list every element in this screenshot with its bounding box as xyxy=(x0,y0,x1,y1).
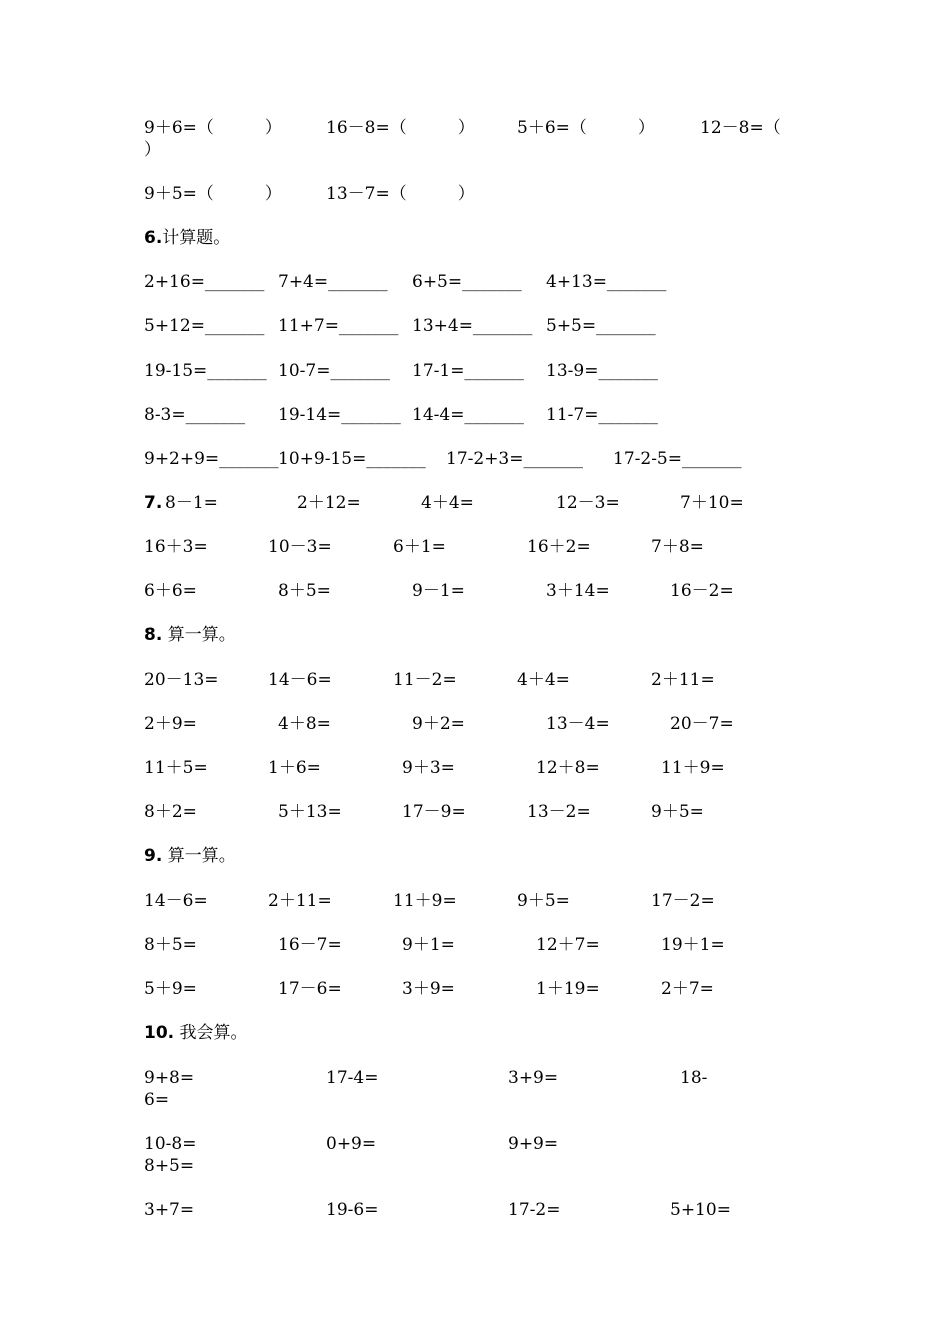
problem: 8＋5= xyxy=(278,581,331,601)
problem: 11＋9= xyxy=(661,758,725,778)
problem: 19-15=_______ xyxy=(144,361,267,381)
problem: 9＋3= xyxy=(402,758,455,778)
problem: 9＋5=（ ） xyxy=(144,184,282,204)
problem: 0+9= xyxy=(326,1134,377,1154)
problem: 10-7=_______ xyxy=(278,361,390,381)
problem: 16＋2= xyxy=(527,537,591,557)
problem: 16－7= xyxy=(278,935,342,955)
problem: 6＋1= xyxy=(393,537,446,557)
problem: 19-14=_______ xyxy=(278,405,401,425)
problem: 4＋4= xyxy=(517,670,570,690)
section-heading-8 xyxy=(144,624,236,646)
problem: 9+2+9=_______ xyxy=(144,449,279,469)
problem: 11＋9= xyxy=(393,891,457,911)
problem: 14－6= xyxy=(268,670,332,690)
problem: 17-2+3=_______ xyxy=(446,449,583,469)
problem: 3+7= xyxy=(144,1200,195,1220)
problem: 10+9-15=_______ xyxy=(278,449,426,469)
section-title: 计算题。 xyxy=(162,228,231,248)
problem: 7＋10= xyxy=(680,493,744,513)
problem: 11－2= xyxy=(393,670,457,690)
problem: 5+12=_______ xyxy=(144,316,265,336)
section-number: 7. xyxy=(144,493,163,513)
problem: 9＋6=（ ） xyxy=(144,118,282,138)
problem: 17-2= xyxy=(508,1200,561,1220)
problem: 13－2= xyxy=(527,802,591,822)
problem: 6＋6= xyxy=(144,581,197,601)
problem: 17－6= xyxy=(278,979,342,999)
problem: 10－3= xyxy=(268,537,332,557)
problem: 19-6= xyxy=(326,1200,379,1220)
problem: 11＋5= xyxy=(144,758,208,778)
problem: 8＋5= xyxy=(144,935,197,955)
section-heading-10 xyxy=(144,1022,248,1044)
problem: 16＋3= xyxy=(144,537,208,557)
problem: 17－9= xyxy=(402,802,466,822)
problem: 14-4=_______ xyxy=(412,405,524,425)
problem: 8－1= xyxy=(165,493,218,513)
problem: 8-3=_______ xyxy=(144,405,246,425)
section-title: 算一算。 xyxy=(167,846,236,866)
problem: 5+10= xyxy=(670,1200,731,1220)
problem: 12＋7= xyxy=(536,935,600,955)
problem: 11+7=_______ xyxy=(278,316,399,336)
problem: 5＋6=（ ） xyxy=(517,118,655,138)
problem: 9＋2= xyxy=(412,714,465,734)
section-heading-9 xyxy=(144,845,236,867)
problem: 2＋7= xyxy=(661,979,714,999)
problem: 13－4= xyxy=(546,714,610,734)
problem: 4＋8= xyxy=(278,714,331,734)
problem-wrap: ） xyxy=(144,140,161,160)
problem: 18- xyxy=(680,1068,708,1088)
section-heading-7 xyxy=(144,492,162,514)
problem: 9+9= xyxy=(508,1134,559,1154)
problem: 17-1=_______ xyxy=(412,361,524,381)
problem: 17－2= xyxy=(651,891,715,911)
problem: 3+9= xyxy=(508,1068,559,1088)
problem-wrap: 8+5= xyxy=(144,1156,195,1176)
problem: 12－3= xyxy=(556,493,620,513)
problem: 8＋2= xyxy=(144,802,197,822)
problem: 4+13=_______ xyxy=(546,272,667,292)
problem: 3＋14= xyxy=(546,581,610,601)
problem: 12－8=（ xyxy=(700,118,781,138)
problem: 9＋5= xyxy=(517,891,570,911)
problem: 9+8= xyxy=(144,1068,195,1088)
problem: 2+16=_______ xyxy=(144,272,265,292)
problem: 13+4=_______ xyxy=(412,316,533,336)
problem: 20－7= xyxy=(670,714,734,734)
problem: 9＋1= xyxy=(402,935,455,955)
problem: 3＋9= xyxy=(402,979,455,999)
problem-wrap: 6= xyxy=(144,1090,170,1110)
section-number: 8. xyxy=(144,625,163,645)
problem: 12＋8= xyxy=(536,758,600,778)
problem: 13－7=（ ） xyxy=(326,184,475,204)
problem: 10-8= xyxy=(144,1134,197,1154)
problem: 16－8=（ ） xyxy=(326,118,475,138)
section-number: 9. xyxy=(144,846,163,866)
problem: 1＋6= xyxy=(268,758,321,778)
problem: 9－1= xyxy=(412,581,465,601)
problem: 7+4=_______ xyxy=(278,272,388,292)
problem: 7＋8= xyxy=(651,537,704,557)
problem: 9＋5= xyxy=(651,802,704,822)
problem: 16－2= xyxy=(670,581,734,601)
problem: 5+5=_______ xyxy=(546,316,656,336)
section-title: 我会算。 xyxy=(179,1023,248,1043)
problem: 6+5=_______ xyxy=(412,272,522,292)
problem: 17-4= xyxy=(326,1068,379,1088)
problem: 1＋19= xyxy=(536,979,600,999)
problem: 2＋9= xyxy=(144,714,197,734)
problem: 19＋1= xyxy=(661,935,725,955)
problem: 4＋4= xyxy=(421,493,474,513)
section-heading-6 xyxy=(144,227,230,249)
problem: 2＋12= xyxy=(297,493,361,513)
problem: 2＋11= xyxy=(651,670,715,690)
problem: 2＋11= xyxy=(268,891,332,911)
problem: 17-2-5=_______ xyxy=(613,449,742,469)
problem: 13-9=_______ xyxy=(546,361,658,381)
problem: 5＋13= xyxy=(278,802,342,822)
problem: 14－6= xyxy=(144,891,208,911)
section-title: 算一算。 xyxy=(167,625,236,645)
problem: 11-7=_______ xyxy=(546,405,658,425)
problem: 5＋9= xyxy=(144,979,197,999)
section-number: 10. xyxy=(144,1023,175,1043)
problem: 20－13= xyxy=(144,670,219,690)
section-number: 6. xyxy=(144,228,163,248)
